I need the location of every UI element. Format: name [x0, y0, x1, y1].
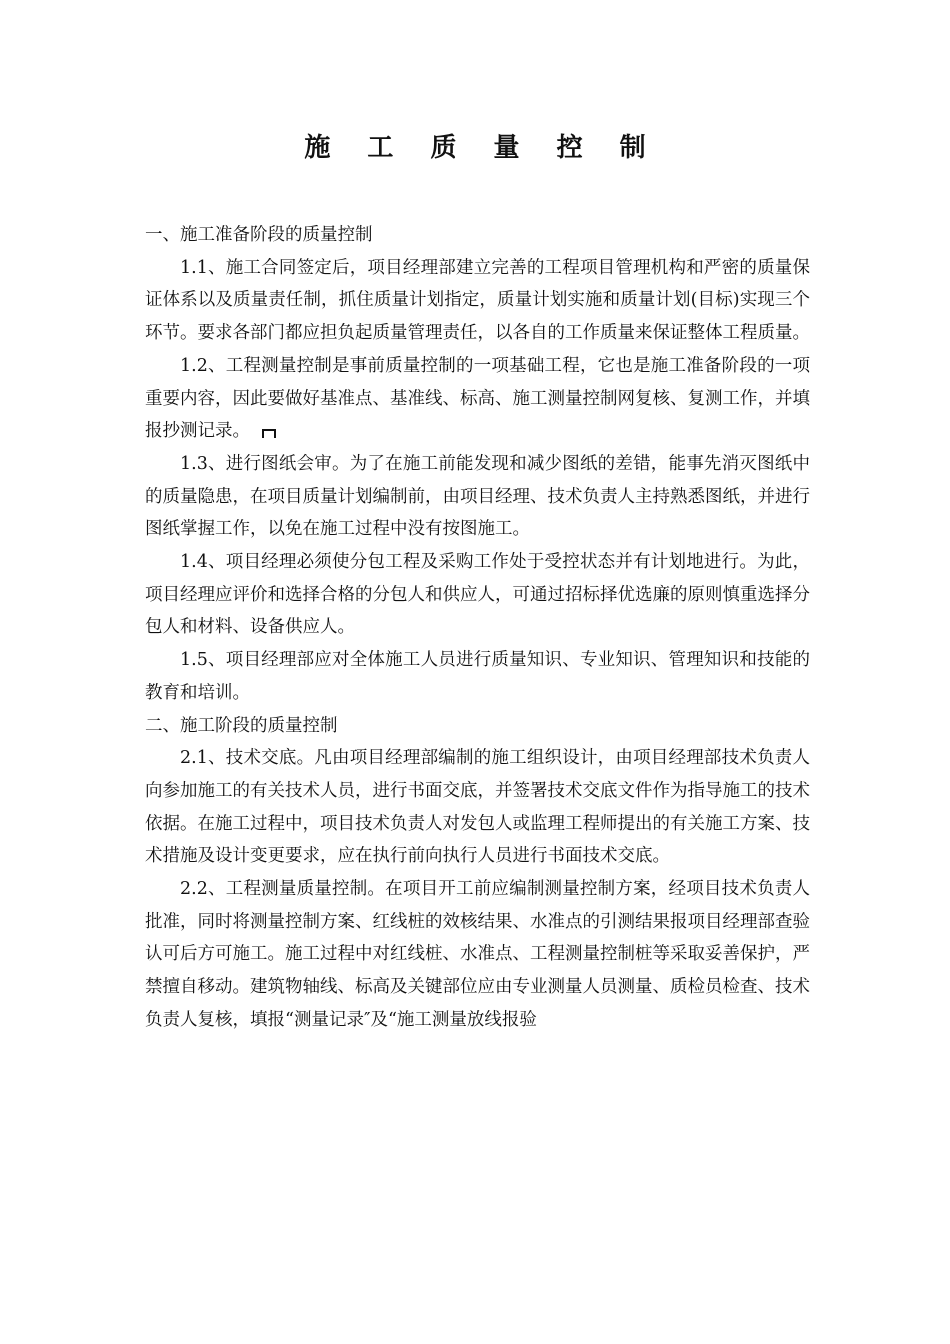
page-title: 施 工 质 量 控 制: [304, 133, 660, 163]
document-body: [145, 219, 810, 1037]
paragraph-1-2: 1.2、工程测量控制是事前质量控制的一项基础工程，它也是施工准备阶段的一项重要内容，因此要做好基准点、基准线、标高、施工测量控制网复核、复测工作，并填报抄测记录。: [145, 355, 810, 442]
section-heading-2: 二、施工阶段的质量控制: [145, 715, 338, 736]
editor-mark-icon: [262, 429, 276, 438]
paragraph-1-5: 1.5、项目经理部应对全体施工人员进行质量知识、专业知识、管理知识和技能的教育和培训。: [145, 650, 810, 703]
paragraph-2-2: 2.2、工程测量质量控制。在项目开工前应编制测量控制方案，经项目技术负责人批准，同时将测量控制方案、红线桩的效核结果、水准点的引测结果报项目经理部查验认可后方可施工。施工过程中对红线桩、水准点、工程测量控制桩等采取妥善保护，严禁擅自移动。建筑物轴线、标高及关键部位应由专业测量人员测量、质检员检查、技术负责人复核，填报“测量记录″及“施工测量放线报验: [145, 879, 810, 1030]
section-heading-1: 一、施工准备阶段的质量控制: [145, 225, 373, 245]
paragraph-1-4: 1.4、项目经理必须使分包工程及采购工作处于受控状态并有计划地进行。为此，项目经理应评价和选择合格的分包人和供应人，可通过招标择优选廉的原则慎重选择分包人和材料、设备供应人。: [145, 552, 810, 638]
paragraph-1-2-wrap: [145, 350, 810, 448]
paragraph-1-1: 1.1、施工合同签定后，项目经理部建立完善的工程项目管理机构和严密的质量保证体系以及质量责任制，抓住质量计划指定，质量计划实施和质量计划(目标)实现三个环节。要求各部门都应担负起质量管理责任，以各自的工作质量来保证整体工程质量。: [145, 257, 810, 344]
paragraph-1-3: 1.3、进行图纸会审。为了在施工前能发现和减少图纸的差错，能事先消灭图纸中的质量隐患，在项目质量计划编制前，由项目经理、技术负责人主持熟悉图纸，并进行图纸掌握工作，以免在施工过程中没有按图施工。: [145, 453, 810, 540]
paragraph-2-1: 2.1、技术交底。凡由项目经理部编制的施工组织设计，由项目经理部技术负责人向参加施工的有关技术人员，进行书面交底，并签署技术交底文件作为指导施工的技术依据。在施工过程中，项目技术负责人对发包人或监理工程师提出的有关施工方案、技术措施及设计变更要求，应在执行前向执行人员进行书面技术交底。: [145, 748, 810, 867]
